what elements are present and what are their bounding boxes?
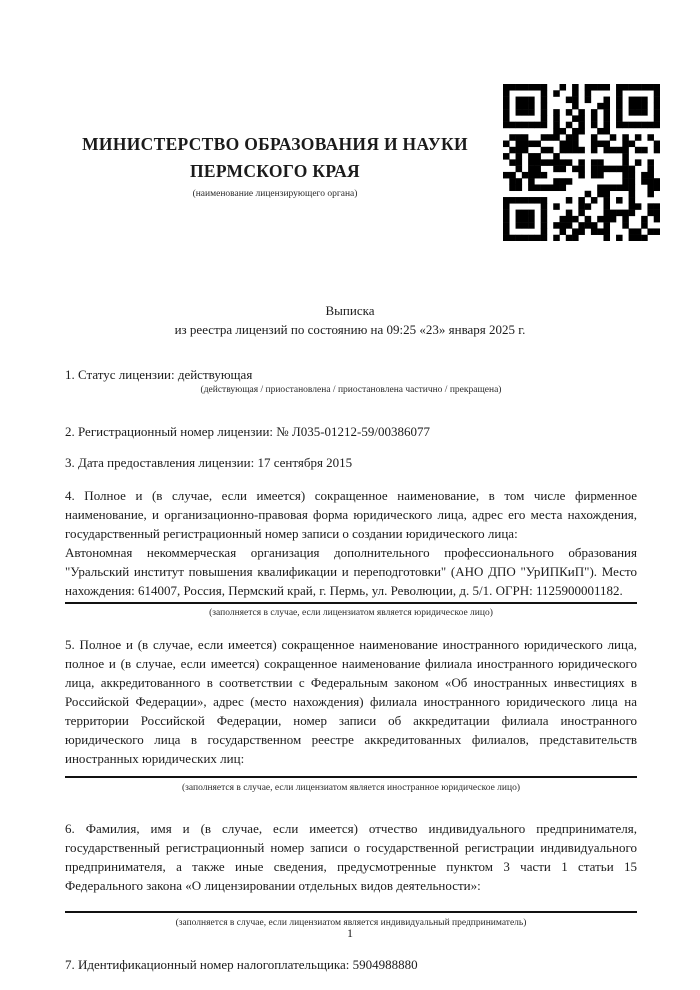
field-registration-number: 2. Регистрационный номер лицензии: № Л035-01212-59/00386077 [65,424,431,439]
field-entrepreneur-label: 6. Фамилия, имя и (в случае, если имеется) отчество индивидуального предпринимателя, государственный регистрационный номер записи о государственной регистрации индивидуального предпринимателя, а также иные сведения, предусмотренные пунктом 3 части 1 статьи 15 Федерального закона «О лицензировании отдельных видов деятельности»: [65,821,637,893]
field-legal-entity-caption: (заполняется в случае, если лицензиатом является юридическое лицо) [209,608,493,618]
ministry-name-line1: МИНИСТЕРСТВО ОБРАЗОВАНИЯ И НАУКИ [82,134,468,154]
ministry-name-line2: ПЕРМСКОГО КРАЯ [190,161,360,181]
field-entrepreneur-caption: (заполняется в случае, если лицензиатом является индивидуальный предприниматель) [175,918,527,928]
qr-code [503,84,660,241]
field-foreign-entity-caption: (заполняется в случае, если лицензиатом является иностранное юридическое лицо) [182,783,520,793]
field-legal-entity-value: Автономная некоммерческая организация дополнительного профессионального образования "Уральский институт повышения квалификации и переподготовки" (АНО ДПО "УрИПКиП"). Место нахождения: 614007, Россия, Пермский край, г. Пермь, ул. Революции, д. 5/1. ОГРН: 1125900001182. [65,543,637,604]
document-body [65,365,637,974]
field-entrepreneur-blank-line [65,903,637,913]
field-legal-entity-label: 4. Полное и (в случае, если имеется) сокращенное наименование, в том числе фирменное наименование, и организационно-правовая форма юридического лица, адрес его места нахождения, государственный регистрационный номер записи о создании юридического лица: [65,488,637,541]
page-number: 1 [347,926,353,940]
ministry-header [62,131,488,199]
field-taxpayer-number: 7. Идентификационный номер налогоплательщика: 5904988880 [65,957,418,972]
document-title-line1: Выписка [325,303,375,318]
field-license-date: 3. Дата предоставления лицензии: 17 сентября 2015 [65,455,353,470]
field-foreign-entity-label: 5. Полное и (в случае, если имеется) сокращенное наименование иностранного юридического лица, полное и (в случае, если имеется) сокращенное наименование филиала иностранного юридического лица, аккредитованного в соответствии с Федеральным законом «Об иностранных инвестициях в Российской Федерации», адрес (место нахождения) филиала иностранного юридического лица на территории Российской Федерации, номер записи об аккредитации филиала иностранного юридического лица в государственном реестре аккредитованных филиалов, представительств иностранных юридических лиц: [65,637,637,766]
document-title-line2: из реестра лицензий по состоянию на 09:25 «23» января 2025 г. [174,322,526,337]
field-foreign-entity-blank-line [65,768,637,778]
field-license-status-caption: (действующая / приостановлена / приостановлена частично / прекращена) [200,385,502,395]
ministry-caption: (наименование лицензирующего органа) [192,189,358,199]
document-title [0,301,700,339]
field-license-status: 1. Статус лицензии: действующая [65,367,253,382]
